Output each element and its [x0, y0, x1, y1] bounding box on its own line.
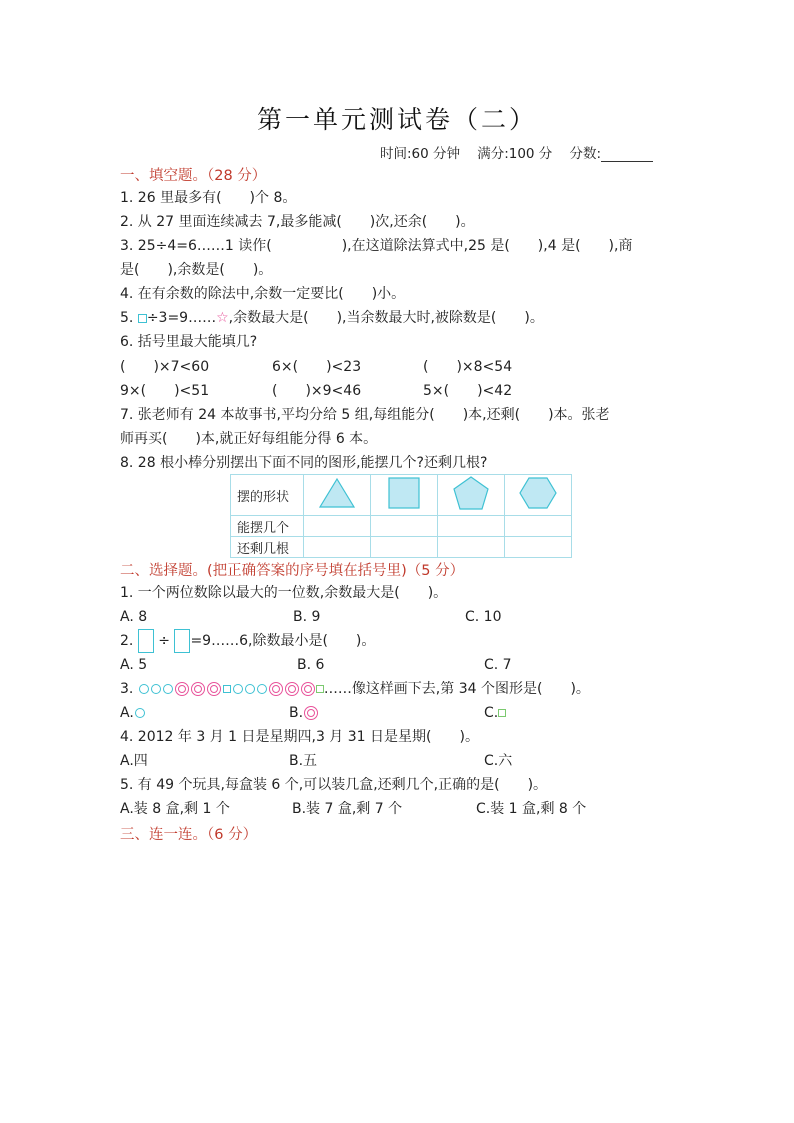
s1-q8: 8. 28 根小棒分别摆出下面不同的图形,能摆几个?还剩几根? — [120, 455, 488, 471]
s2-q5: 5. 有 49 个玩具,每盒装 6 个,可以装几盒,还剩几个,正确的是( )。 — [120, 777, 548, 793]
answer-cell[interactable] — [505, 516, 572, 537]
s2-q2-post: =9……6,除数最小是( )。 — [190, 633, 376, 649]
triangle-icon — [304, 475, 371, 516]
s2-q5-opt-b: B.装 7 盒,剩 7 个 — [292, 801, 403, 817]
s2-q1-opt-a: A. 8 — [120, 609, 148, 625]
section2-heading: 二、选择题。(把正确答案的序号填在括号里)（5 分） — [120, 563, 465, 579]
s2-q4-opt-c: C.六 — [484, 753, 513, 769]
s2-q3-opt-b — [289, 703, 319, 723]
s2-q2-div: ÷ — [158, 633, 170, 649]
table-row — [231, 537, 572, 558]
answer-cell[interactable] — [505, 537, 572, 558]
shapes-table — [230, 474, 572, 558]
small-circle-icon — [151, 684, 161, 694]
section1-heading: 一、填空题。（28 分） — [120, 168, 267, 184]
s1-q3-line2: 是( ),余数是( )。 — [120, 262, 273, 278]
exam-meta — [380, 142, 653, 162]
answer-cell[interactable] — [371, 516, 438, 537]
s2-q3-opt-a — [120, 703, 146, 723]
section3-heading: 三、连一连。（6 分） — [120, 827, 258, 843]
s2-q3-num: 3. — [120, 681, 134, 697]
s1-q2: 2. 从 27 里面连续减去 7,最多能减( )次,还余( )。 — [120, 214, 475, 230]
s1-q6-item5: ( )×9<46 — [272, 383, 362, 399]
double-circle-icon — [191, 682, 205, 696]
table-label: 还剩几根 — [231, 537, 304, 558]
small-circle-icon — [139, 684, 149, 694]
double-circle-icon — [285, 682, 299, 696]
s2-q1-opt-b: B. 9 — [293, 609, 321, 625]
s1-q6-item3: ( )×8<54 — [423, 359, 513, 375]
opt-label: A. — [120, 705, 134, 721]
s2-q3-opt-c — [484, 703, 506, 723]
s1-q5-num: 5. — [120, 310, 134, 326]
table-row — [231, 516, 572, 537]
table-label: 能摆几个 — [231, 516, 304, 537]
s1-q5-post: ,余数最大是( ),当余数最大时,被除数是( )。 — [228, 310, 544, 326]
table-label: 摆的形状 — [231, 475, 304, 516]
s1-q6-item1: ( )×7<60 — [120, 359, 210, 375]
s1-q6-item6: 5×( )<42 — [423, 383, 513, 399]
s2-q2-opt-c: C. 7 — [484, 657, 512, 673]
box-icon — [138, 629, 154, 653]
double-circle-icon — [304, 706, 318, 720]
s2-q2 — [120, 629, 375, 653]
double-circle-icon — [301, 682, 315, 696]
s2-q3-post: ……像这样画下去,第 34 个图形是( )。 — [323, 681, 590, 697]
score-blank[interactable] — [601, 147, 653, 162]
s2-q3 — [120, 679, 590, 699]
small-square-icon — [223, 685, 231, 693]
small-circle-icon — [257, 684, 267, 694]
hexagon-icon — [505, 475, 572, 516]
s1-q6-item4: 9×( )<51 — [120, 383, 210, 399]
s2-q2-num: 2. — [120, 633, 134, 649]
s2-q1-opt-c: C. 10 — [465, 609, 502, 625]
table-row — [231, 475, 572, 516]
small-circle-icon — [245, 684, 255, 694]
s2-q1: 1. 一个两位数除以最大的一位数,余数最大是( )。 — [120, 585, 448, 601]
time-label: 时间:60 分钟 — [380, 146, 461, 162]
opt-label: C. — [484, 705, 499, 721]
s2-q5-opt-a: A.装 8 盒,剩 1 个 — [120, 801, 230, 817]
page-title: 第一单元测试卷（二） — [256, 105, 537, 134]
opt-label: B. — [289, 705, 304, 721]
s1-q7-line1: 7. 张老师有 24 本故事书,平均分给 5 组,每组能分( )本,还剩( )本。张老 — [120, 407, 610, 423]
double-circle-icon — [207, 682, 221, 696]
s1-q6: 6. 括号里最大能填几? — [120, 334, 258, 350]
s1-q5-mid: ÷3=9…… — [146, 310, 217, 326]
small-circle-icon — [163, 684, 173, 694]
s1-q3-line1: 3. 25÷4=6……1 读作( ),在这道除法算式中,25 是( ),4 是( ),商 — [120, 238, 633, 254]
small-circle-icon — [233, 684, 243, 694]
s2-q4-opt-a: A.四 — [120, 753, 148, 769]
double-circle-icon — [269, 682, 283, 696]
star-icon: ☆ — [216, 310, 229, 326]
small-circle-icon — [135, 708, 145, 718]
small-square-icon — [498, 709, 506, 717]
answer-cell[interactable] — [438, 516, 505, 537]
s2-q4-opt-b: B.五 — [289, 753, 318, 769]
s1-q7-line2: 师再买( )本,就正好每组能分得 6 本。 — [120, 431, 378, 447]
answer-cell[interactable] — [304, 516, 371, 537]
answer-cell[interactable] — [438, 537, 505, 558]
s2-q4: 4. 2012 年 3 月 1 日是星期四,3 月 31 日是星期( )。 — [120, 729, 479, 745]
answer-cell[interactable] — [304, 537, 371, 558]
s2-q2-opt-a: A. 5 — [120, 657, 148, 673]
full-score-label: 满分:100 分 — [477, 146, 553, 162]
double-circle-icon — [175, 682, 189, 696]
square-shape-icon — [371, 475, 438, 516]
s2-q2-opt-b: B. 6 — [297, 657, 325, 673]
s2-q5-opt-c: C.装 1 盒,剩 8 个 — [476, 801, 587, 817]
answer-cell[interactable] — [371, 537, 438, 558]
square-icon — [138, 314, 147, 323]
small-square-icon — [316, 685, 324, 693]
s1-q4: 4. 在有余数的除法中,余数一定要比( )小。 — [120, 286, 406, 302]
s1-q5 — [120, 308, 544, 328]
s1-q1: 1. 26 里最多有( )个 8。 — [120, 190, 297, 206]
s1-q6-item2: 6×( )<23 — [272, 359, 362, 375]
box-icon — [174, 629, 190, 653]
pentagon-icon — [438, 475, 505, 516]
score-label: 分数: — [569, 146, 602, 162]
